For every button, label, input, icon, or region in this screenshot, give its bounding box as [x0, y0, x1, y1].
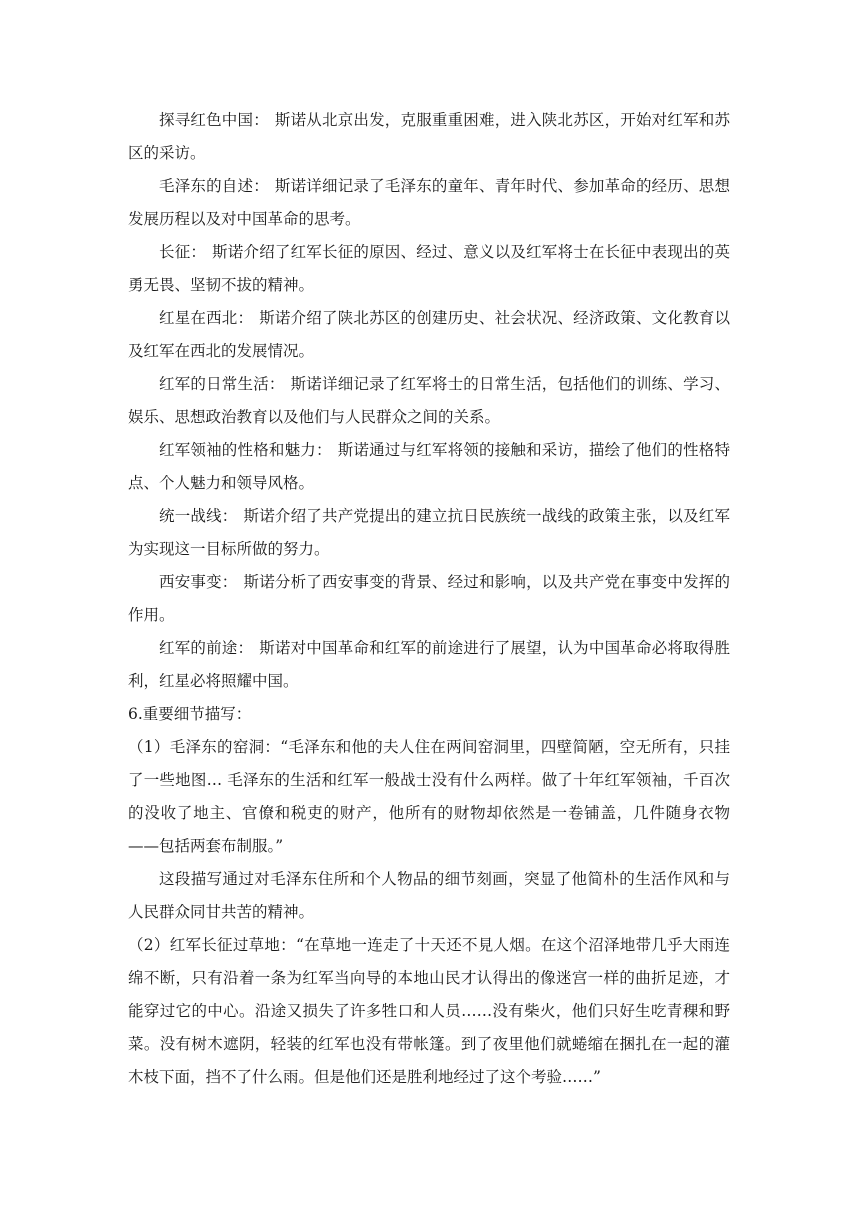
- paragraph-text: 斯诺通过与红军将领的接触和采访，描绘了他们的性格特点、个人魅力和领导风格。: [128, 441, 730, 492]
- detail-paragraph: [128, 731, 730, 863]
- detail-quote: “毛泽东和他的夫人住在两间窑洞里，四壁简陋，空无所有，只挂了一些地图… 毛泽东的生活和红军一般战士没有什么两样。做了十年红军领袖，千百次的没收了地主、官僚和税吏的财产，他所有的财物却依然是一卷铺盖，几件随身衣物——包括两套布制服。”: [128, 738, 730, 855]
- document-body: [128, 104, 730, 1094]
- summary-paragraph: [128, 632, 730, 698]
- summary-paragraph: [128, 368, 730, 434]
- paragraph-text: 斯诺从北京出发，克服重重困难，进入陕北苏区，开始对红军和苏区的采访。: [128, 111, 730, 162]
- detail-label: （1）毛泽东的窑洞：: [128, 738, 281, 756]
- paragraph-lead: 长征：: [159, 243, 207, 261]
- paragraph-text: 斯诺分析了西安事变的背景、经过和影响，以及共产党在事变中发挥的作用。: [128, 573, 730, 624]
- paragraph-lead: 毛泽东的自述：: [159, 177, 269, 195]
- paragraph-lead: 红军的日常生活：: [159, 375, 285, 393]
- section-heading: 6.重要细节描写：: [128, 705, 252, 723]
- detail-analysis: 这段描写通过对毛泽东住所和个人物品的细节刻画，突显了他简朴的生活作风和与人民群众同甘共苦的精神。: [128, 870, 730, 921]
- paragraph-text: 斯诺介绍了共产党提出的建立抗日民族统一战线的政策主张，以及红军为实现这一目标所做的努力。: [128, 507, 730, 558]
- paragraph-text: 斯诺介绍了陕北苏区的创建历史、社会状况、经济政策、文化教育以及红军在西北的发展情况。: [128, 309, 730, 360]
- paragraph-text: 斯诺详细记录了红军将士的日常生活，包括他们的训练、学习、娱乐、思想政治教育以及他们与人民群众之间的关系。: [128, 375, 730, 426]
- summary-paragraph: [128, 434, 730, 500]
- paragraph-text: 斯诺详细记录了毛泽东的童年、青年时代、参加革命的经历、思想发展历程以及对中国革命的思考。: [128, 177, 730, 228]
- detail-quote: “在草地一连走了十天还不見人烟。在这个沼泽地带几乎大雨连绵不断，只有沿着一条为红军当向导的本地山民才认得出的像迷宫一样的曲折足迹，才能穿过它的中心。沿途又损失了许多牲口和人员……没有柴火，他们只好生吃青稞和野菜。没有树木遮阴，轻装的红军也没有带帐篷。到了夜里他们就蜷缩在捆扎在一起的灌木枝下面，挡不了什么雨。但是他们还是胜利地经过了这个考验……”: [128, 936, 730, 1086]
- summary-paragraph: [128, 566, 730, 632]
- paragraph-text: 斯诺对中国革命和红军的前途进行了展望，认为中国革命必将取得胜利，红星必将照耀中国。: [128, 639, 730, 690]
- summary-paragraph: [128, 170, 730, 236]
- paragraph-lead: 红军领袖的性格和魅力：: [159, 441, 332, 459]
- paragraph-lead: 红星在西北：: [159, 309, 254, 327]
- paragraph-lead: 红军的前途：: [159, 639, 254, 657]
- paragraph-text: 斯诺介绍了红军长征的原因、经过、意义以及红军将士在长征中表现出的英勇无畏、坚韧不拔的精神。: [128, 243, 730, 294]
- paragraph-lead: 西安事变：: [159, 573, 238, 591]
- paragraph-lead: 探寻红色中国：: [159, 111, 269, 129]
- summary-paragraph: [128, 302, 730, 368]
- detail-paragraph: [128, 929, 730, 1094]
- detail-label: （2）红军长征过草地：: [128, 936, 296, 954]
- summary-paragraph: [128, 500, 730, 566]
- summary-paragraph: [128, 236, 730, 302]
- summary-paragraph: [128, 104, 730, 170]
- paragraph-lead: 统一战线：: [159, 507, 238, 525]
